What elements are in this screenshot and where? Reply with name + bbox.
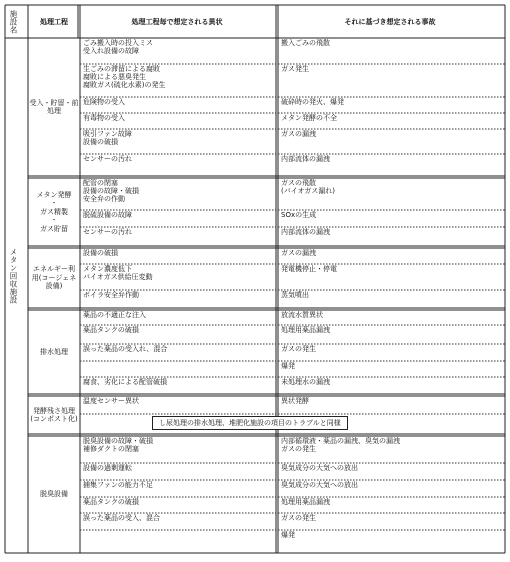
anomaly-text: 捕集ファンの能力不足	[83, 481, 153, 489]
anomaly-cell	[83, 291, 139, 299]
anomaly-text: 有毒物の受入	[83, 114, 125, 122]
anomaly-text: 薬品の不適正な注入	[83, 311, 146, 319]
anomaly-cell	[83, 265, 153, 281]
accident-cell	[281, 345, 316, 353]
anomaly-cell	[83, 228, 132, 236]
anomaly-cell	[83, 326, 139, 334]
anomaly-text: 設備の破損	[83, 249, 118, 257]
process-label-line: 受入・貯留・前	[29, 98, 79, 107]
accident-cell	[281, 98, 344, 106]
anomaly-text: 補修ダクトの閉塞	[83, 445, 139, 454]
accident-cell	[281, 362, 295, 370]
accident-text: 爆発	[281, 362, 295, 370]
process-label-line: ガス貯留	[40, 224, 68, 233]
accident-cell	[281, 291, 309, 299]
accident-text: 処理用薬品漏洩	[281, 326, 330, 334]
accident-text: ガスの漏洩	[281, 249, 316, 257]
process-label	[29, 191, 79, 234]
accident-text: メタン発酵の不全	[281, 114, 337, 122]
accident-cell	[281, 498, 330, 506]
anomaly-text: 生ごみの滞留による腐敗	[83, 65, 160, 73]
anomaly-text: 脱臭設備の故障・破損	[83, 437, 153, 445]
accident-cell	[281, 464, 358, 472]
anomaly-text: センサーの汚れ	[83, 228, 132, 236]
process-label-line: ・	[50, 216, 58, 225]
anomaly-cell	[83, 464, 132, 472]
accident-cell	[281, 179, 335, 195]
process-label-line: ガス精製	[40, 207, 68, 216]
anomaly-cell	[83, 211, 132, 219]
anomaly-cell	[83, 397, 139, 405]
anomaly-text: 危険物の受入	[83, 98, 125, 106]
accident-text: 臭気成分の大気への放出	[281, 464, 358, 472]
anomaly-cell	[83, 378, 167, 386]
anomaly-text: 温度センサー異状	[83, 397, 139, 405]
accident-text: 放流水質異状	[281, 311, 323, 319]
accident-text: 発電機停止・停電	[281, 265, 337, 273]
anomaly-cell	[83, 249, 118, 257]
process-label	[29, 407, 79, 424]
anomaly-cell	[83, 179, 139, 204]
process-label-line: 脱臭設備	[40, 490, 68, 499]
header-accident: それに基づき想定される事故	[344, 18, 436, 26]
accident-text: 異状発酵	[281, 397, 309, 405]
anomaly-text: ボイラ安全弁作動	[83, 291, 139, 299]
anomaly-text: 腐食、劣化による配管破損	[83, 378, 167, 386]
note-box: し尿処理の排水処理、堆肥化施設の項目のトラブルと同様	[152, 416, 348, 430]
accident-text: (バイオガス漏れ)	[281, 187, 336, 196]
process-label	[29, 265, 79, 291]
accident-text: 未処理水の漏洩	[281, 378, 330, 386]
accident-cell	[281, 130, 316, 138]
anomaly-text: 吸引ファン故障	[83, 130, 132, 138]
accident-text: ガスの漏洩	[281, 130, 316, 138]
accident-text: 破砕時の発火、爆発	[281, 98, 344, 106]
anomaly-text: 設備の破損	[83, 138, 118, 147]
process-label-line: ・	[50, 199, 58, 208]
anomaly-text: 配管の閉塞	[83, 179, 118, 187]
anomaly-text: 薬品タンクの破損	[83, 498, 139, 506]
anomaly-cell	[83, 311, 146, 319]
accident-cell	[281, 481, 358, 489]
accident-text: ガスの発生	[281, 345, 316, 353]
anomaly-text: 誤った薬品の受入、混合	[83, 514, 160, 522]
header-facility-name	[9, 10, 18, 40]
accident-text: 内部流体の漏洩	[281, 228, 330, 236]
process-label-line: 発酵残さ処理	[33, 406, 75, 415]
accident-text: ガス発生	[281, 65, 309, 73]
facility-label-text: メタン回収施設	[9, 248, 18, 304]
accident-cell	[281, 326, 330, 334]
process-label-line: 用(コージェネ	[31, 273, 77, 282]
process-label	[29, 348, 79, 357]
accident-cell	[281, 378, 330, 386]
accident-cell	[281, 65, 309, 73]
accident-cell	[281, 249, 316, 257]
anomaly-cell	[83, 155, 132, 163]
anomaly-text: 脱硫設備の故障	[83, 211, 132, 219]
anomaly-text: 設備の過剰運転	[83, 464, 132, 472]
process-label	[29, 490, 79, 499]
anomaly-cell	[83, 98, 125, 106]
anomaly-text: 安全弁の作動	[83, 195, 125, 204]
anomaly-text: ごみ搬入時の投入ミス	[83, 39, 153, 47]
anomaly-cell	[83, 437, 153, 453]
accident-cell	[281, 265, 337, 273]
process-label-line: (コンポスト化)	[30, 415, 78, 423]
process-label	[29, 99, 79, 116]
process-label-line: メタン発酵	[36, 190, 72, 199]
accident-text: ガスの発生	[281, 514, 316, 522]
accident-text: 内部流体の漏洩	[281, 155, 330, 163]
header-facility-name-text: 施設名	[9, 10, 18, 34]
anomaly-text: 誤った薬品の受入れ、混合	[83, 345, 168, 353]
accident-text: 爆発	[281, 531, 295, 539]
process-label-line: 設備)	[45, 282, 63, 291]
header-process: 処理工程	[40, 18, 68, 26]
accident-cell	[281, 531, 295, 539]
accident-cell	[281, 397, 309, 405]
anomaly-cell	[83, 39, 153, 55]
accident-cell	[281, 311, 323, 319]
anomaly-text: 腐敗ガス(硫化水素)の発生	[83, 81, 166, 90]
anomaly-cell	[83, 65, 165, 90]
accident-text: SOxの生成	[281, 211, 317, 219]
anomaly-text: バイオガス供給圧変動	[83, 273, 153, 282]
anomaly-cell	[83, 114, 125, 122]
anomaly-text: 薬品タンクの破損	[83, 326, 139, 334]
anomaly-cell	[83, 498, 139, 506]
anomaly-cell	[83, 130, 132, 146]
anomaly-cell	[83, 481, 153, 489]
process-label-line: 処理	[47, 107, 61, 115]
process-label-line: 排水処理	[40, 347, 68, 356]
facility-label	[9, 248, 18, 304]
anomaly-text: メタン濃度低下	[83, 265, 132, 273]
anomaly-cell	[83, 345, 167, 353]
accident-text: 搬入ごみの飛散	[281, 39, 330, 47]
accident-text: ガスの発生	[281, 445, 316, 454]
accident-cell	[281, 514, 316, 522]
accident-cell	[281, 211, 316, 219]
accident-text: 処理用薬品漏洩	[281, 498, 330, 506]
accident-cell	[281, 437, 400, 453]
accident-text: ガスの飛散	[281, 179, 316, 187]
header-anomaly: 処理工程毎で想定される異状	[131, 18, 223, 26]
accident-text: 臭気成分の大気への放出	[281, 481, 358, 489]
accident-cell	[281, 114, 337, 122]
anomaly-text: センサーの汚れ	[83, 155, 132, 163]
process-label-line: エネルギー利	[33, 265, 75, 274]
accident-cell	[281, 39, 330, 47]
anomaly-text: 受入れ設備の故障	[83, 47, 139, 56]
anomaly-text: 設備の故障・破損	[83, 187, 139, 196]
anomaly-text: 腐敗による悪臭発生	[83, 73, 146, 82]
accident-cell	[281, 155, 330, 163]
accident-text: 蒸気噴出	[281, 291, 309, 299]
anomaly-cell	[83, 514, 160, 522]
accident-text: 内部循環液・薬品の漏洩、臭気の漏洩	[281, 437, 400, 445]
accident-cell	[281, 228, 330, 236]
